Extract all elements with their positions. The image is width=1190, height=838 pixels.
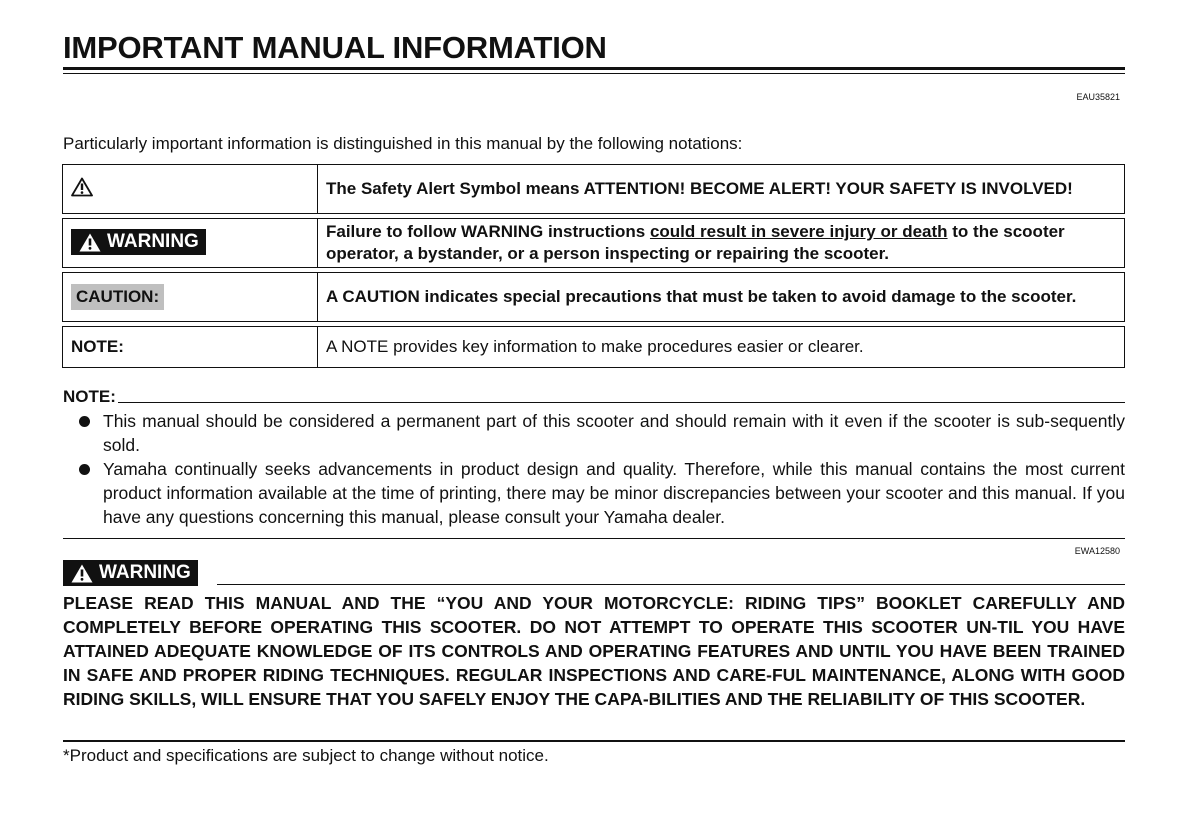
notation-row-note: [62, 326, 1125, 368]
warning-text-post: to the scooter operator, a bystander, or a person inspecting or repairing the scooter.: [326, 222, 1065, 263]
notation-row-warning: [62, 218, 1125, 268]
intro-text: Particularly important information is distinguished in this manual by the following notations:: [63, 134, 743, 153]
list-item: Yamaha continually seeks advancements in product design and quality. Therefore, while this manual contains the most current product information available at the time of printing, there may be minor discrepancies between your scooter and this manual. If you have any questions concerning this manual, please consult your Yamaha dealer.: [63, 457, 1125, 529]
notation-row-caution: [62, 272, 1125, 322]
warning-heading-rule: [217, 584, 1125, 585]
warning-badge-label: WARNING: [99, 562, 191, 583]
caution-label-cell: [62, 272, 318, 322]
list-item: This manual should be considered a permanent part of this scooter and should remain with it even if the scooter is sub-sequently sold.: [63, 409, 1125, 457]
warning-text: [318, 218, 1125, 268]
safety-alert-icon: [71, 184, 93, 201]
section-code: EAU35821: [1076, 92, 1120, 102]
note-heading-rule: [118, 402, 1125, 403]
note-text: A NOTE provides key information to make procedures easier or clearer.: [318, 326, 1125, 368]
notation-row-safety: [62, 164, 1125, 214]
note-list: [63, 409, 1125, 529]
warning-triangle-icon: [71, 564, 93, 583]
warning-text-pre: Failure to follow WARNING instructions: [326, 222, 650, 241]
note-heading: NOTE:: [63, 387, 116, 406]
safety-alert-cell: [62, 164, 318, 214]
note-label-cell: NOTE:: [62, 326, 318, 368]
title-rule-thin: [63, 73, 1125, 74]
safety-alert-text: The Safety Alert Symbol means ATTENTION! BECOME ALERT! YOUR SAFETY IS INVOLVED!: [318, 164, 1125, 214]
warning-label-cell: [62, 218, 318, 268]
warning-triangle-icon: [79, 233, 101, 252]
warning-text-underlined: could result in severe injury or death: [649, 222, 948, 241]
caution-text: A CAUTION indicates special precautions that must be taken to avoid damage to the scooter.: [318, 272, 1125, 322]
note-end-rule: [63, 538, 1125, 539]
warning-end-rule: [63, 740, 1125, 742]
warning-badge-label: WARNING: [107, 231, 199, 253]
footer-note: *Product and specifications are subject to change without notice.: [63, 746, 549, 765]
warning-code: EWA12580: [1074, 546, 1120, 556]
warning-heading: [63, 560, 198, 588]
page-title: IMPORTANT MANUAL INFORMATION: [63, 30, 607, 65]
warning-badge: [71, 229, 206, 255]
warning-badge: [63, 560, 198, 586]
notations-table: [62, 160, 1125, 372]
warning-body-text: PLEASE READ THIS MANUAL AND THE “YOU AND YOUR MOTORCYCLE: RIDING TIPS” BOOKLET CAREFULLY AND COMPLETELY BEFORE OPERATING THIS SCOOTER. DO NOT ATTEMPT TO OPERATE THIS SCOOTER UN-TIL YOU HAVE ATTAINED ADEQUATE KNOWLEDGE OF ITS CONTROLS AND OPERATING FEATURES AND UNTIL YOU HAVE BEEN TRAINED IN SAFE AND PROPER RIDING TECHNIQUES. REGULAR INSPECTIONS AND CARE-FUL MAINTENANCE, ALONG WITH GOOD RIDING SKILLS, WILL ENSURE THAT YOU SAFELY ENJOY THE CAPA-BILITIES AND THE RELIABILITY OF THIS SCOOTER.: [63, 593, 1125, 709]
title-rule-thick: [63, 67, 1125, 70]
caution-badge: CAUTION:: [71, 284, 164, 310]
